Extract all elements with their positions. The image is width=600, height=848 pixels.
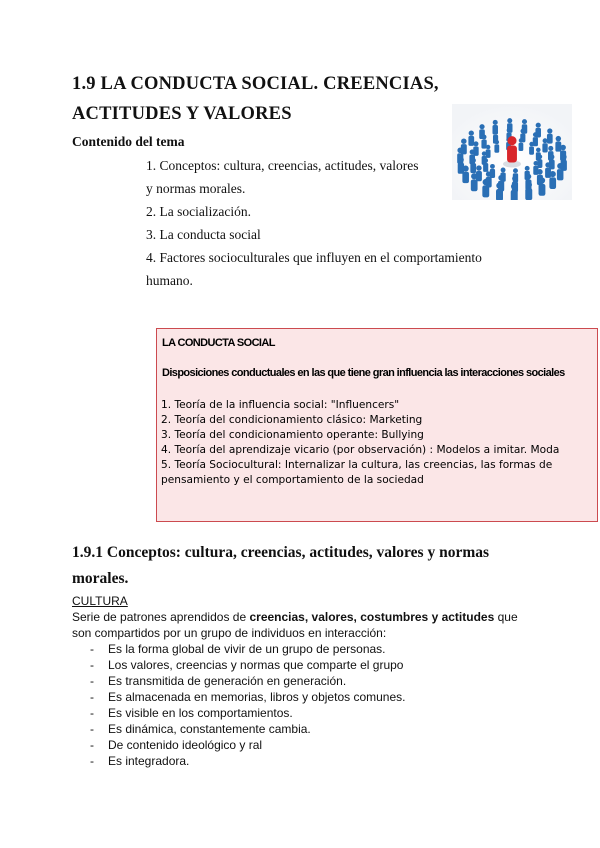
cultura-definition-bold: creencias, valores, costumbres y actitudes	[249, 610, 495, 624]
bullet-text: Los valores, creencias y normas que comparte el grupo	[108, 658, 404, 672]
crowd-person-icon	[462, 166, 469, 184]
crowd-person-icon	[555, 136, 561, 152]
crowd-person-icon	[482, 179, 489, 197]
crowd-person-icon	[458, 157, 464, 174]
summary-item-3: 3. Teoría del condicionamiento operante: Bullying	[161, 429, 424, 441]
bullet-text: Es integradora.	[108, 754, 190, 768]
cultura-definition-cont: son compartidos por un grupo de individuos en interacción:	[72, 626, 387, 640]
toc-item-3: 3. La conducta social	[146, 227, 261, 242]
bullet-marker: -	[90, 658, 94, 672]
bullet-marker: -	[90, 642, 94, 656]
crowd-person-icon	[542, 138, 547, 152]
summary-item-5-cont: pensamiento y el comportamiento de la sociedad	[161, 474, 424, 486]
crowd-person-icon	[476, 165, 482, 181]
page-title-line-1: 1.9 LA CONDUCTA SOCIAL. CREENCIAS,	[72, 74, 439, 94]
crowd-person-icon	[471, 173, 478, 191]
cultura-definition-post: que	[494, 610, 518, 624]
toc-item-1-cont: y normas morales.	[146, 181, 246, 196]
bullet-marker: -	[90, 674, 94, 688]
summary-item-4: 4. Teoría del aprendizaje vicario (por observación) : Modelos a imitar. Moda	[161, 444, 560, 456]
page-title-line-2: ACTITUDES Y VALORES	[72, 104, 292, 124]
crowd-person-icon	[483, 158, 488, 172]
section-heading-line-1: 1.9.1 Conceptos: cultura, creencias, actitudes, valores y normas	[72, 544, 490, 561]
toc-item-1: 1. Conceptos: cultura, creencias, actitudes, valores	[146, 158, 419, 173]
bullet-text: Es dinámica, constantemente cambia.	[108, 722, 311, 736]
cultura-label: CULTURA	[72, 594, 128, 608]
contents-heading: Contenido del tema	[72, 134, 185, 149]
bullet-marker: -	[90, 738, 94, 752]
crowd-person-icon	[537, 154, 542, 168]
toc-item-4: 4. Factores socioculturales que influyen en el comportamiento	[146, 250, 482, 265]
bullet-marker: -	[90, 754, 94, 768]
cultura-definition	[72, 610, 518, 624]
bullet-text: Es la forma global de vivir de un grupo de personas.	[108, 642, 386, 656]
bullet-text: Es visible en los comportamientos.	[108, 706, 293, 720]
summary-box	[156, 328, 598, 522]
bullet-text: Es almacenada en memorias, libros y objetos comunes.	[108, 690, 406, 704]
crowd-person-icon	[557, 163, 564, 180]
crowd-person-icon	[486, 145, 491, 158]
crowd-person-icon	[519, 138, 524, 151]
crowd-person-icon	[496, 182, 503, 200]
crowd-person-icon	[468, 130, 474, 145]
crowd-leader-icon	[452, 104, 572, 200]
bullet-text: De contenido ideológico y ral	[108, 738, 263, 752]
summary-box-subtitle: Disposiciones conductuales en las que tiene gran influencia las interacciones sociales	[162, 367, 565, 379]
cultura-definition-pre: Serie de patrones aprendidos de	[72, 610, 250, 624]
crowd-person-icon	[525, 182, 532, 200]
section-heading-line-2: morales.	[72, 570, 129, 587]
crowd-person-icon	[529, 142, 534, 155]
leader-person-icon	[507, 136, 517, 162]
summary-box-title: LA CONDUCTA SOCIAL	[162, 337, 275, 349]
crowd-person-icon	[547, 128, 553, 143]
summary-item-2: 2. Teoría del condicionamiento clásico: Marketing	[161, 414, 423, 426]
crowd-person-icon	[511, 183, 518, 200]
toc-item-4-cont: humano.	[146, 273, 193, 288]
toc-item-2: 2. La socialización.	[146, 204, 251, 219]
bullet-marker: -	[90, 706, 94, 720]
crowd-person-icon	[549, 171, 556, 189]
summary-item-1: 1. Teoría de la influencia social: "Influencers"	[161, 399, 400, 411]
bullet-text: Es transmitida de generación en generación.	[108, 674, 347, 688]
crowd-person-icon	[470, 158, 476, 173]
crowd-person-icon	[539, 177, 546, 195]
bullet-marker: -	[90, 690, 94, 704]
bullet-marker: -	[90, 722, 94, 736]
crowd-person-icon	[549, 154, 555, 169]
crowd-person-icon	[494, 140, 499, 153]
summary-item-5: 5. Teoría Sociocultural: Internalizar la cultura, las creencias, las formas de	[161, 459, 553, 471]
